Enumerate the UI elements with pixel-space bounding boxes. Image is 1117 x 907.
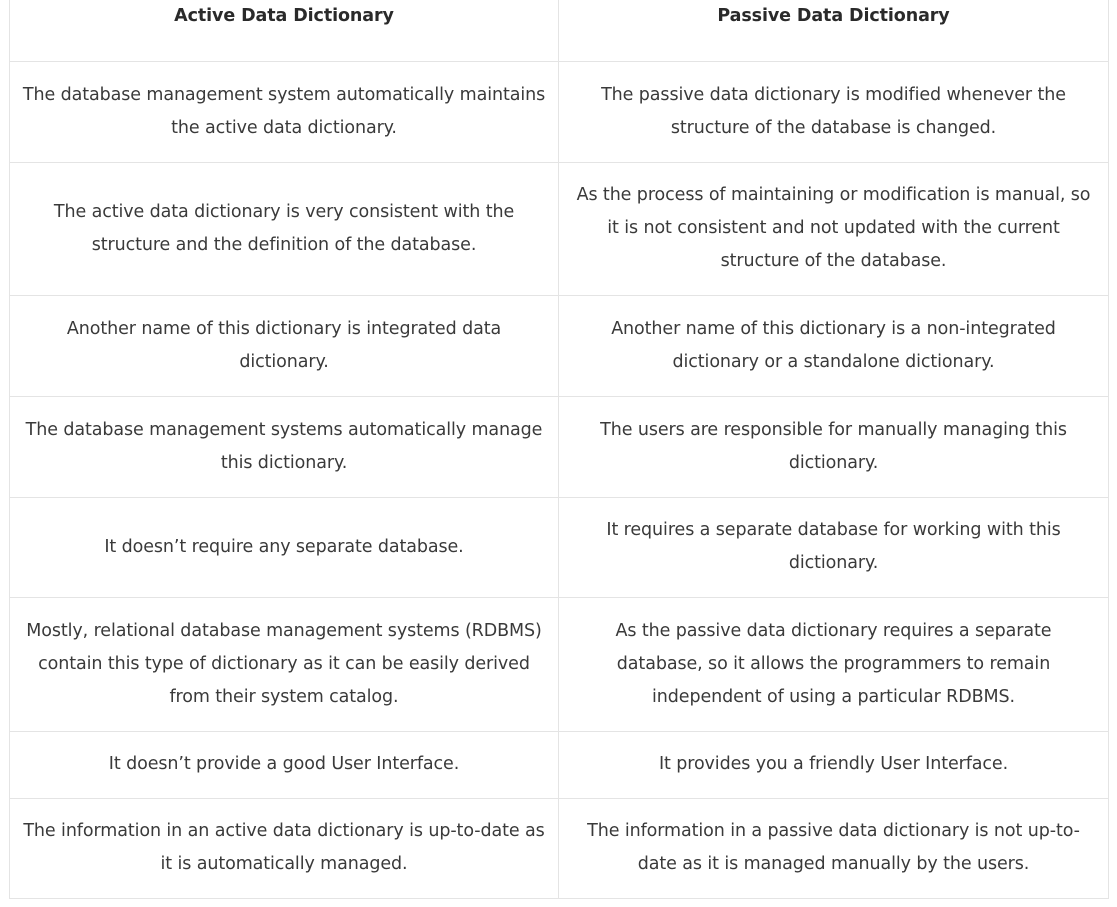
comparison-table (9, 0, 1109, 899)
active-cell: The database management systems automatically manage this dictionary. (10, 396, 559, 497)
table-row (10, 396, 1109, 497)
passive-cell: As the passive data dictionary requires a separate database, so it allows the programmers to remain independent of using a particular RDBMS. (559, 597, 1109, 731)
table-row (10, 798, 1109, 898)
active-cell: Another name of this dictionary is integrated data dictionary. (10, 295, 559, 396)
table-header-row (10, 0, 1109, 61)
table-row (10, 61, 1109, 162)
active-cell: The database management system automatically maintains the active data dictionary. (10, 61, 559, 162)
comparison-table-container (9, 0, 1108, 899)
active-cell: It doesn’t require any separate database. (10, 497, 559, 597)
active-cell: The information in an active data dictionary is up-to-date as it is automatically managed. (10, 798, 559, 898)
table-row (10, 162, 1109, 295)
active-cell: The active data dictionary is very consistent with the structure and the definition of the database. (10, 162, 559, 295)
table-row (10, 731, 1109, 798)
active-cell: It doesn’t provide a good User Interface. (10, 731, 559, 798)
passive-cell: The information in a passive data dictionary is not up-to-date as it is managed manually by the users. (559, 798, 1109, 898)
passive-cell: It requires a separate database for working with this dictionary. (559, 497, 1109, 597)
table-row (10, 497, 1109, 597)
passive-cell: The users are responsible for manually managing this dictionary. (559, 396, 1109, 497)
table-row (10, 295, 1109, 396)
header-passive-data-dictionary: Passive Data Dictionary (559, 0, 1109, 61)
passive-cell: Another name of this dictionary is a non-integrated dictionary or a standalone dictionary. (559, 295, 1109, 396)
active-cell: Mostly, relational database management systems (RDBMS) contain this type of dictionary as it can be easily derived from their system catalog. (10, 597, 559, 731)
passive-cell: The passive data dictionary is modified whenever the structure of the database is changed. (559, 61, 1109, 162)
passive-cell: It provides you a friendly User Interface. (559, 731, 1109, 798)
table-row (10, 597, 1109, 731)
header-active-data-dictionary: Active Data Dictionary (10, 0, 559, 61)
passive-cell: As the process of maintaining or modification is manual, so it is not consistent and not updated with the current structure of the database. (559, 162, 1109, 295)
